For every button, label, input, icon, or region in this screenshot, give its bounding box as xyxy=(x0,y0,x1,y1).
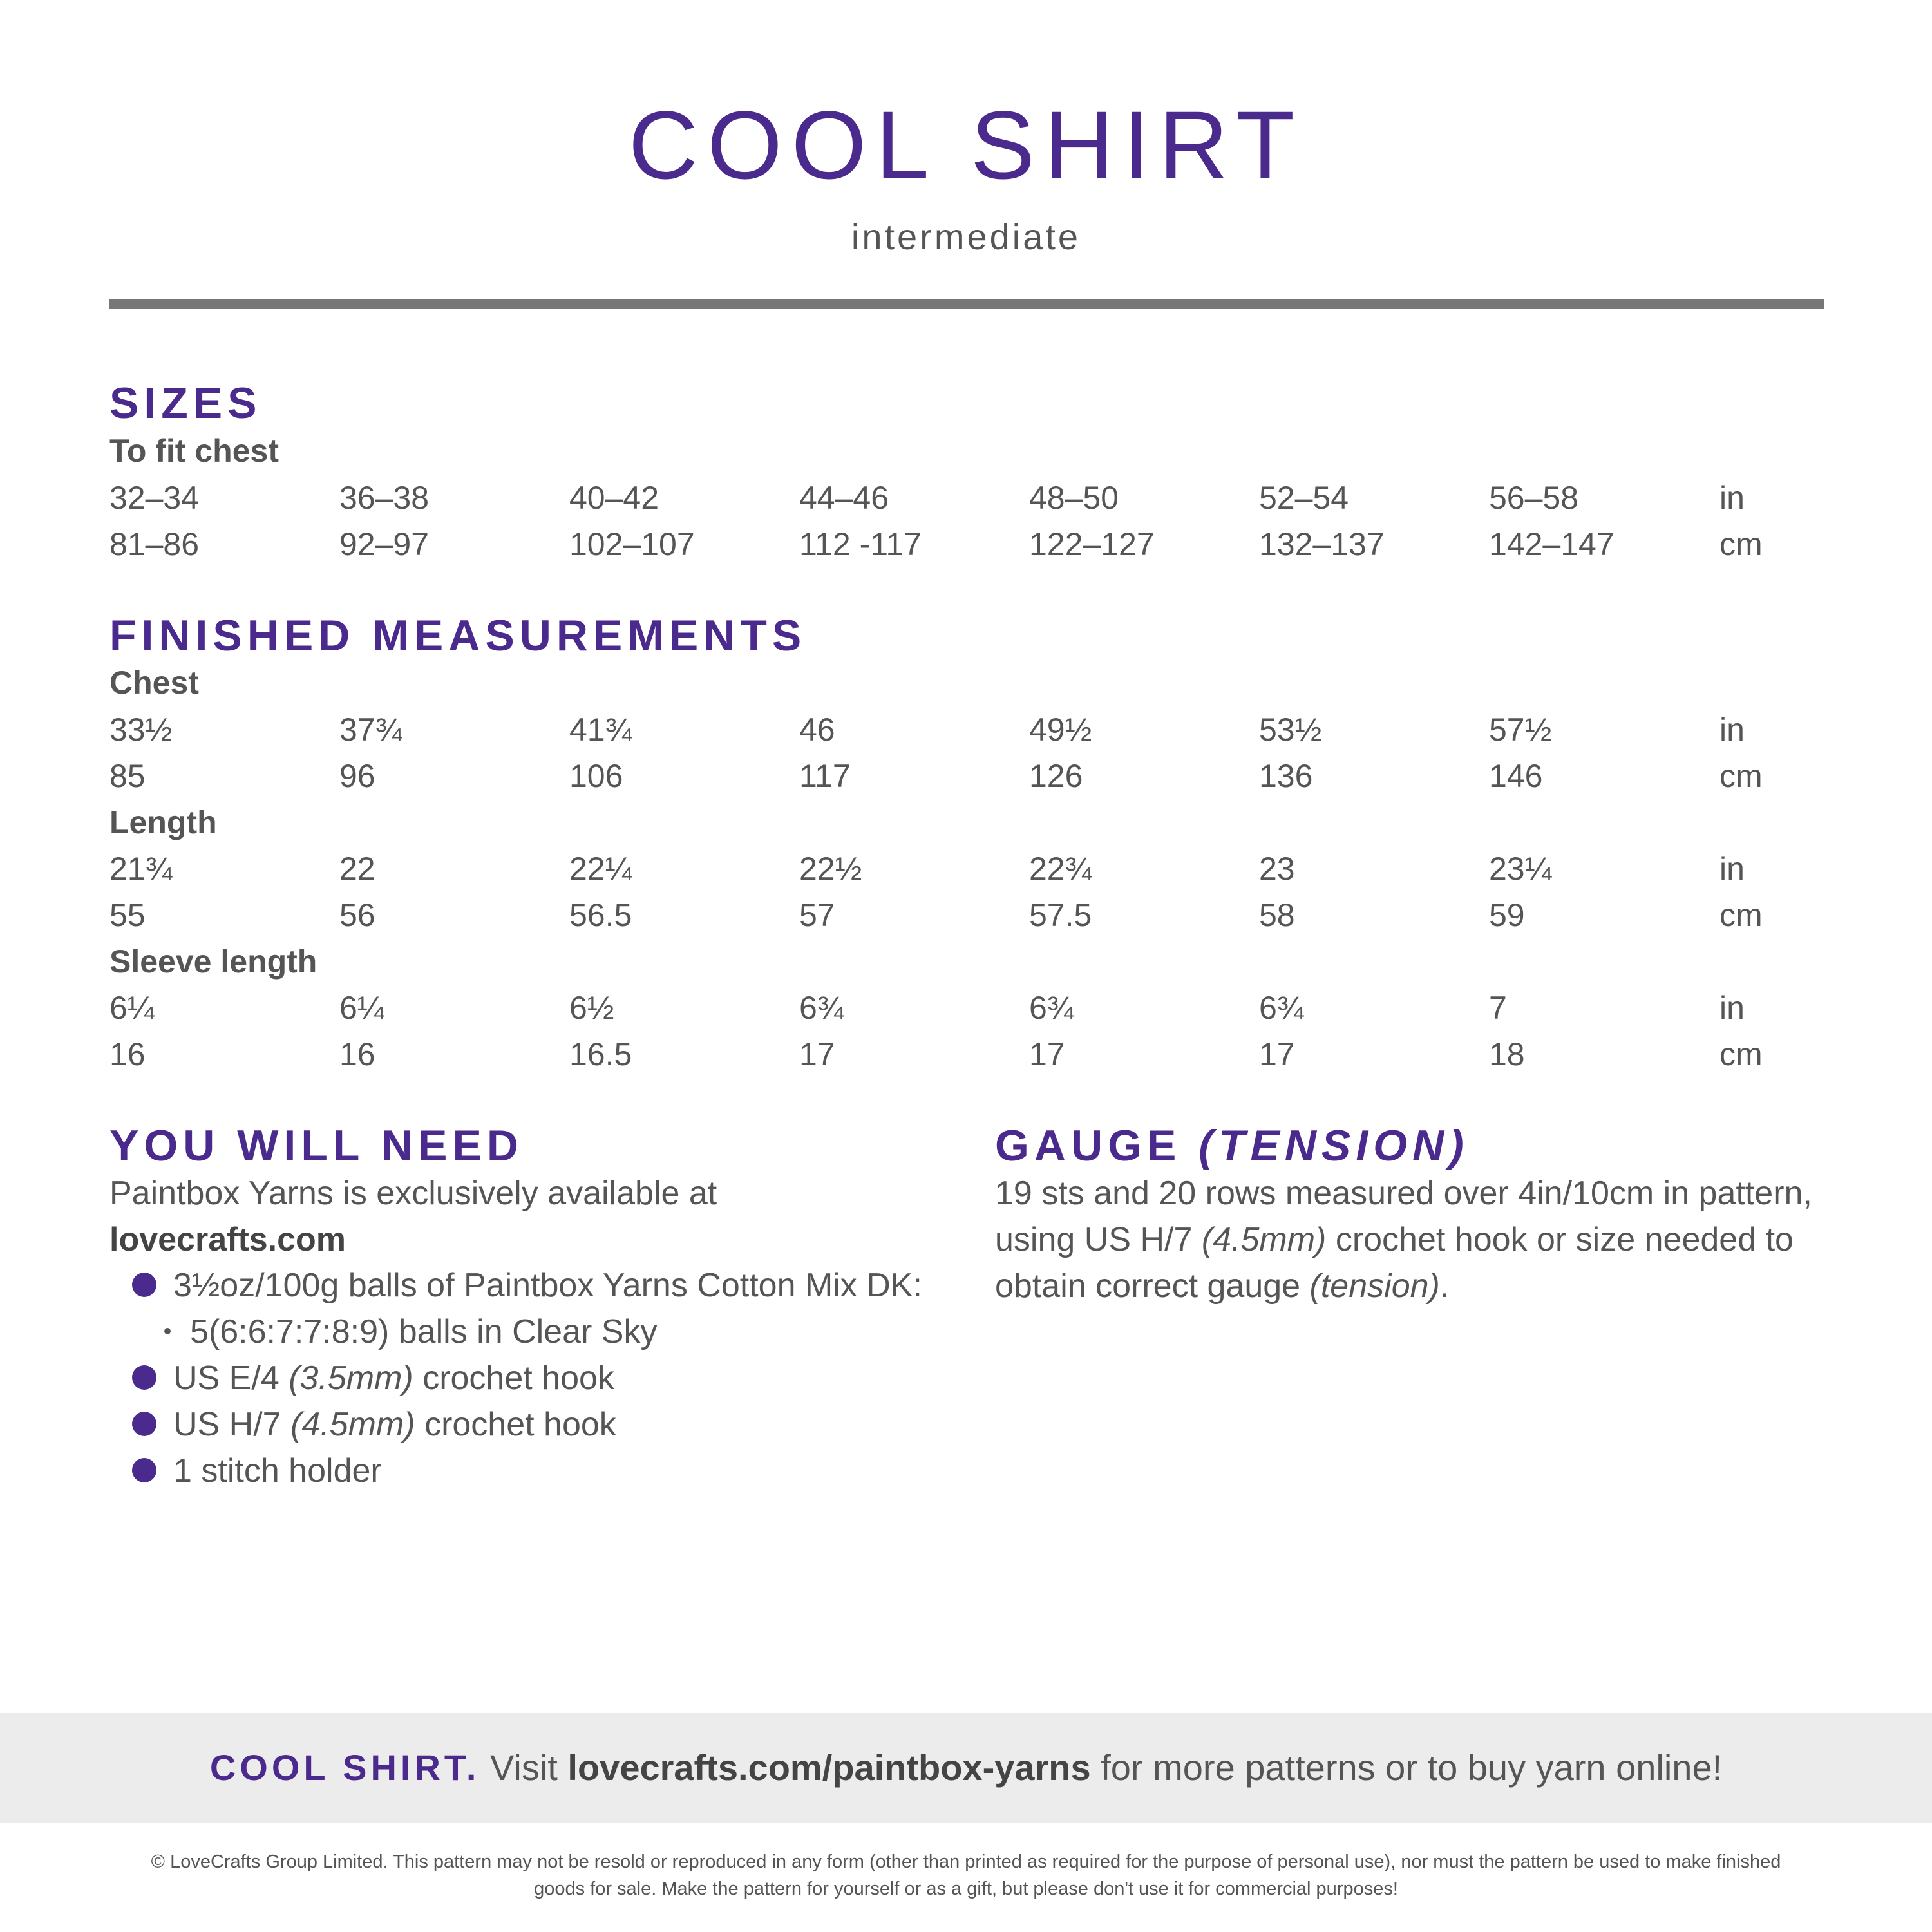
sleeve-length-label: Sleeve length xyxy=(109,943,317,980)
size-cell: 6¾ xyxy=(1029,990,1074,1026)
size-cell: 102–107 xyxy=(569,526,695,562)
size-cell: 37¾ xyxy=(339,712,402,748)
list-item: 1 stitch holder xyxy=(132,1452,969,1490)
size-cell: 142–147 xyxy=(1489,526,1615,562)
size-cell: 22½ xyxy=(799,851,862,887)
size-cell: 23¼ xyxy=(1489,851,1552,887)
you-will-need-heading: YOU WILL NEED xyxy=(109,1121,524,1170)
unit-cell: in xyxy=(1719,712,1745,748)
sizes-row-in xyxy=(0,482,1932,520)
lovecrafts-link[interactable]: lovecrafts.com xyxy=(109,1221,346,1258)
size-cell: 81–86 xyxy=(109,526,200,562)
size-cell: 46 xyxy=(799,712,835,748)
size-cell: 58 xyxy=(1259,897,1295,933)
bullet-dot-icon xyxy=(132,1458,156,1482)
size-cell: 23 xyxy=(1259,851,1295,887)
bullet-dot-icon xyxy=(132,1365,156,1390)
unit-cell: in xyxy=(1719,851,1745,887)
size-cell: 16.5 xyxy=(569,1036,632,1072)
gauge-heading: GAUGE (TENSION) xyxy=(995,1121,1469,1170)
size-cell: 22¼ xyxy=(569,851,632,887)
size-cell: 6¾ xyxy=(1259,990,1304,1026)
bullet-dot-icon xyxy=(132,1412,156,1436)
length-row-cm xyxy=(0,899,1932,938)
size-cell: 17 xyxy=(1259,1036,1295,1072)
size-cell: 106 xyxy=(569,758,623,794)
size-cell: 96 xyxy=(339,758,375,794)
size-cell: 7 xyxy=(1489,990,1507,1026)
size-cell: 32–34 xyxy=(109,480,200,516)
list-subitem: 5(6:6:7:7:8:9) balls in Clear Sky xyxy=(164,1312,657,1351)
pattern-title: COOL SHIRT xyxy=(628,91,1304,199)
size-cell: 44–46 xyxy=(799,480,889,516)
size-cell: 17 xyxy=(799,1036,835,1072)
size-cell: 92–97 xyxy=(339,526,430,562)
size-cell: 126 xyxy=(1029,758,1083,794)
bullet-dot-icon xyxy=(132,1273,156,1297)
unit-cell: cm xyxy=(1719,526,1763,562)
footer-banner xyxy=(0,1713,1932,1823)
size-cell: 56–58 xyxy=(1489,480,1579,516)
size-cell: 57.5 xyxy=(1029,897,1092,933)
length-row-in xyxy=(0,853,1932,891)
size-cell: 16 xyxy=(109,1036,146,1072)
size-cell: 57 xyxy=(799,897,835,933)
size-cell: 52–54 xyxy=(1259,480,1349,516)
size-cell: 132–137 xyxy=(1259,526,1385,562)
unit-cell: in xyxy=(1719,480,1745,516)
gauge-text: 19 sts and 20 rows measured over 4in/10cm in pattern, using US H/7 (4.5mm) crochet hook or size needed to obtain correct gauge (tension). xyxy=(995,1175,1812,1305)
size-cell: 6¼ xyxy=(109,990,155,1026)
to-fit-chest-label: To fit chest xyxy=(109,433,279,469)
size-cell: 55 xyxy=(109,897,146,933)
size-cell: 53½ xyxy=(1259,712,1322,748)
finished-measurements-heading: FINISHED MEASUREMENTS xyxy=(109,611,807,660)
size-cell: 6¼ xyxy=(339,990,384,1026)
size-cell: 22 xyxy=(339,851,375,887)
list-item: 3½oz/100g balls of Paintbox Yarns Cotton Mix DK: xyxy=(132,1266,969,1305)
sleeve-row-in xyxy=(0,992,1932,1030)
size-cell: 48–50 xyxy=(1029,480,1119,516)
size-cell: 85 xyxy=(109,758,146,794)
size-cell: 6¾ xyxy=(799,990,844,1026)
banner-brand: COOL SHIRT. xyxy=(209,1747,480,1788)
list-item: US H/7 (4.5mm) crochet hook xyxy=(132,1405,969,1444)
unit-cell: in xyxy=(1719,990,1745,1026)
size-cell: 122–127 xyxy=(1029,526,1155,562)
size-cell: 36–38 xyxy=(339,480,430,516)
unit-cell: cm xyxy=(1719,758,1763,794)
size-cell: 56.5 xyxy=(569,897,632,933)
sizes-row-cm xyxy=(0,528,1932,567)
unit-cell: cm xyxy=(1719,897,1763,933)
banner-text: COOL SHIRT. Visit lovecrafts.com/paintbox-yarns for more patterns or to buy yarn online! xyxy=(209,1747,1723,1788)
list-item: US E/4 (3.5mm) crochet hook xyxy=(132,1359,969,1397)
size-cell: 40–42 xyxy=(569,480,659,516)
skill-level: intermediate xyxy=(851,216,1081,257)
size-cell: 33½ xyxy=(109,712,173,748)
unit-cell: cm xyxy=(1719,1036,1763,1072)
size-cell: 136 xyxy=(1259,758,1313,794)
copyright-notice: © LoveCrafts Group Limited. This pattern may not be resold or reproduced in any form (other than printed as required for the purpose of personal use), nor must the pattern be used to make finished goods for sale. Make the pattern for yourself or as a gift, but please don't use it for commercial purposes! xyxy=(151,1852,1781,1899)
small-bullet-icon xyxy=(164,1328,171,1334)
size-cell: 112 -117 xyxy=(799,526,922,562)
size-cell: 56 xyxy=(339,897,375,933)
size-cell: 49½ xyxy=(1029,712,1092,748)
size-cell: 6½ xyxy=(569,990,614,1026)
availability-text: Paintbox Yarns is exclusively available at lovecrafts.com xyxy=(109,1175,717,1258)
size-cell: 57½ xyxy=(1489,712,1552,748)
sizes-heading: SIZES xyxy=(109,379,262,428)
size-cell: 16 xyxy=(339,1036,375,1072)
size-cell: 21¾ xyxy=(109,851,173,887)
size-cell: 59 xyxy=(1489,897,1525,933)
size-cell: 146 xyxy=(1489,758,1543,794)
chest-label: Chest xyxy=(109,665,199,701)
size-cell: 22¾ xyxy=(1029,851,1092,887)
sleeve-row-cm xyxy=(0,1038,1932,1077)
header-divider xyxy=(109,299,1824,309)
size-cell: 41¾ xyxy=(569,712,632,748)
size-cell: 17 xyxy=(1029,1036,1065,1072)
size-cell: 18 xyxy=(1489,1036,1525,1072)
size-cell: 117 xyxy=(799,758,851,794)
paintbox-yarns-link[interactable]: lovecrafts.com/paintbox-yarns xyxy=(567,1747,1091,1788)
chest-row-cm xyxy=(0,760,1932,799)
length-label: Length xyxy=(109,804,217,840)
chest-row-in xyxy=(0,714,1932,752)
